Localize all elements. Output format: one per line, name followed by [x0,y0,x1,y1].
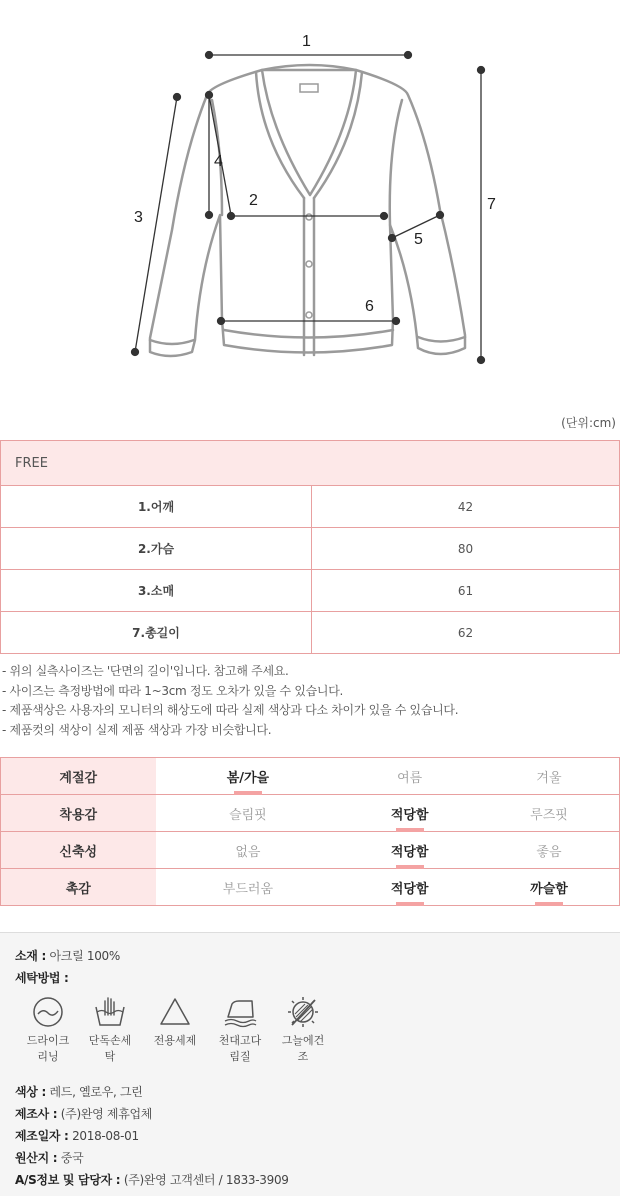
size-value: 80 [312,528,620,570]
as-value: (주)완영 고객센터 / 1833-3909 [123,1173,289,1187]
measure-label-1: 1 [302,33,311,50]
wash-text: 단독손세 [88,1034,132,1047]
wash-item-dry-clean [20,995,76,1065]
wash-text: 림질 [229,1050,251,1063]
table-row [1,869,620,906]
measure-label-6: 6 [365,298,374,315]
wash-item-detergent [147,995,203,1049]
table-row [1,758,620,795]
measure-label-3: 3 [134,209,143,226]
origin-label: 원산지 : [15,1151,58,1165]
origin-value: 중국 [60,1151,84,1165]
size-diagram [0,0,620,410]
color-value: 레드, 옐로우, 그린 [49,1085,143,1099]
date-line [15,1127,139,1144]
attribute-table [0,757,620,906]
measure-label-5: 5 [414,231,423,248]
size-label: 2.가슴 [1,528,312,570]
unit-label: (단위:cm) [561,416,616,430]
wash-text: 전용세제 [153,1034,197,1047]
material-line [15,947,120,964]
note-line: - 사이즈는 측정방법에 따라 1~3cm 정도 오차가 있을 수 있습니다. [2,683,344,698]
material-label: 소재 : [15,949,46,963]
size-label: 7.총길이 [1,612,312,654]
wash-text: 리닝 [37,1050,59,1063]
attribute-option: 슬림핏 [156,795,341,832]
size-label: 3.소매 [1,570,312,612]
table-row [1,832,620,869]
attribute-option: 없음 [156,832,341,869]
size-notes [2,662,458,740]
attribute-label: 신축성 [1,832,156,869]
as-label: A/S정보 및 담당자 : [15,1173,121,1187]
size-label: 1.어깨 [1,486,312,528]
attribute-option: 적당함 [340,832,479,869]
wash-label: 세탁방법 : [15,971,69,985]
care-info [0,932,620,1196]
attribute-option: 적당함 [340,795,479,832]
attribute-label: 계절감 [1,758,156,795]
attribute-option: 루즈핏 [479,795,620,832]
material-value: 아크릴 100% [49,949,120,963]
neutral-detergent-icon [158,995,192,1029]
table-row [1,486,620,528]
wash-text: 천대고다 [218,1034,262,1047]
attribute-label: 착용감 [1,795,156,832]
wash-text: 탁 [104,1050,116,1063]
wash-text: 그늘에건 [281,1034,325,1047]
attribute-option: 겨울 [479,758,620,795]
as-line [15,1171,289,1188]
size-table-header: FREE [1,441,620,486]
size-value: 61 [312,570,620,612]
maker-line [15,1105,152,1122]
note-line: - 제품색상은 사용자의 모니터의 해상도에 따라 실제 색상과 다소 차이가 있을 수 있습니다. [2,703,459,717]
attribute-label: 촉감 [1,869,156,906]
table-row [1,795,620,832]
maker-value: (주)완영 제휴업체 [60,1107,153,1121]
measure-label-2: 2 [249,192,258,209]
measure-label-7: 7 [487,196,496,213]
attribute-option: 좋음 [479,832,620,869]
table-row [1,570,620,612]
table-row [1,528,620,570]
note-line: - 제품컷의 색상이 실제 제품 색상과 가장 비슷합니다. [2,722,272,737]
wash-text: 조 [297,1050,309,1063]
wash-line [15,969,69,986]
date-value: 2018-08-01 [72,1129,139,1143]
maker-label: 제조사 : [15,1107,58,1121]
wash-item-shade-dry [275,995,331,1065]
wash-item-iron [212,995,268,1065]
attribute-option: 봄/가을 [156,758,341,795]
note-line: - 위의 실측사이즈는 '단면의 길이'입니다. 참고해 주세요. [2,664,289,678]
attribute-option: 부드러움 [156,869,341,906]
shade-dry-icon [286,995,320,1029]
origin-line [15,1149,83,1166]
date-label: 제조일자 : [15,1129,69,1143]
wash-text: 드라이크 [26,1034,70,1047]
dry-clean-icon [31,995,65,1029]
cardigan-illustration [0,0,620,410]
attribute-option: 여름 [340,758,479,795]
measure-label-4: 4 [214,153,223,170]
size-table [0,440,620,654]
color-line [15,1083,143,1100]
attribute-option: 까슬함 [479,869,620,906]
wash-item-hand-wash [82,995,138,1065]
table-row [1,612,620,654]
hand-wash-icon [93,995,127,1029]
attribute-option: 적당함 [340,869,479,906]
size-value: 42 [312,486,620,528]
color-label: 색상 : [15,1085,46,1099]
size-value: 62 [312,612,620,654]
iron-cloth-icon [223,995,257,1029]
